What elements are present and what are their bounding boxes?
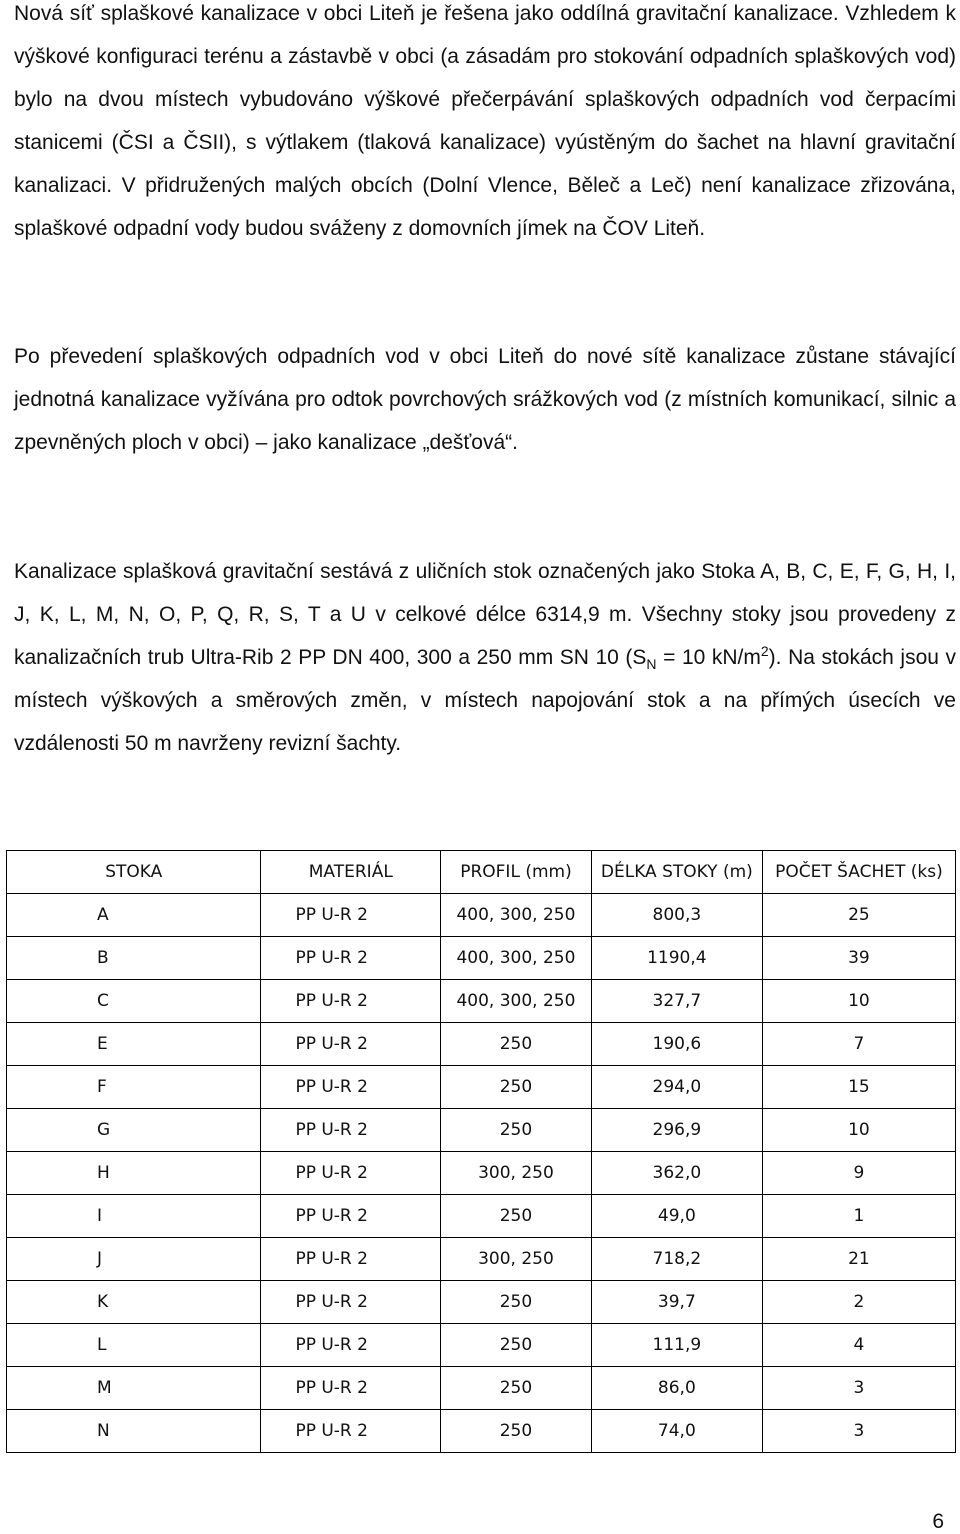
cell-delka: 190,6 bbox=[591, 1023, 762, 1066]
table-row bbox=[7, 1109, 956, 1152]
cell-profil: 250 bbox=[441, 1109, 592, 1152]
cell-pocet-sachet: 25 bbox=[762, 894, 955, 937]
cell-stoka: I bbox=[7, 1195, 261, 1238]
cell-material: PP U-R 2 bbox=[261, 1281, 441, 1324]
subscript-n: N bbox=[646, 656, 657, 673]
paragraph-text-part: ). Na stokách jsou v místech výškových a směrových změn, v místech napojování stok a na přímých úsecích ve vzdálenosti 50 m navrženy revizní šachty. bbox=[14, 646, 957, 755]
cell-delka: 800,3 bbox=[591, 894, 762, 937]
cell-stoka: N bbox=[7, 1410, 261, 1453]
cell-delka: 718,2 bbox=[591, 1238, 762, 1281]
column-header-delka: DÉLKA STOKY (m) bbox=[591, 851, 762, 894]
cell-delka: 111,9 bbox=[591, 1324, 762, 1367]
cell-delka: 327,7 bbox=[591, 980, 762, 1023]
cell-material: PP U-R 2 bbox=[261, 1152, 441, 1195]
cell-pocet-sachet: 3 bbox=[762, 1410, 955, 1453]
cell-delka: 86,0 bbox=[591, 1367, 762, 1410]
cell-stoka: B bbox=[7, 937, 261, 980]
cell-pocet-sachet: 21 bbox=[762, 1238, 955, 1281]
cell-pocet-sachet: 4 bbox=[762, 1324, 955, 1367]
cell-stoka: C bbox=[7, 980, 261, 1023]
cell-delka: 1190,4 bbox=[591, 937, 762, 980]
cell-material: PP U-R 2 bbox=[261, 1324, 441, 1367]
paragraph-sewer-specification bbox=[14, 550, 956, 765]
cell-profil: 250 bbox=[441, 1195, 592, 1238]
cell-pocet-sachet: 15 bbox=[762, 1066, 955, 1109]
table-row bbox=[7, 1324, 956, 1367]
table-row bbox=[7, 1195, 956, 1238]
cell-profil: 400, 300, 250 bbox=[441, 937, 592, 980]
cell-delka: 362,0 bbox=[591, 1152, 762, 1195]
paragraph-network-description: Nová síť splaškové kanalizace v obci Liteň je řešena jako oddílná gravitační kanalizace. Vzhledem k výškové konfiguraci terénu a zástavbě v obci (a zásadám pro stokování odpadních splaškových vod) bylo na dvou místech vybudováno výškové přečerpávání splaškových odpadních vod čerpacími stanicemi (ČSI a ČSII), s výtlakem (tlaková kanalizace) vyústěným do šachet na hlavní gravitační kanalizaci. V přidružených malých obcích (Dolní Vlence, Běleč a Leč) není kanalizace zřizována, splaškové odpadní vody budou sváženy z domovních jímek na ČOV Liteň. bbox=[14, 2, 956, 240]
cell-pocet-sachet: 10 bbox=[762, 1109, 955, 1152]
paragraph-text-part: = 10 kN/m bbox=[656, 646, 761, 669]
cell-delka: 294,0 bbox=[591, 1066, 762, 1109]
cell-pocet-sachet: 7 bbox=[762, 1023, 955, 1066]
cell-material: PP U-R 2 bbox=[261, 980, 441, 1023]
cell-pocet-sachet: 9 bbox=[762, 1152, 955, 1195]
cell-material: PP U-R 2 bbox=[261, 1367, 441, 1410]
cell-stoka: H bbox=[7, 1152, 261, 1195]
table-row bbox=[7, 1152, 956, 1195]
cell-delka: 296,9 bbox=[591, 1109, 762, 1152]
page-number: 6 bbox=[932, 1510, 944, 1533]
table-row bbox=[7, 937, 956, 980]
cell-delka: 74,0 bbox=[591, 1410, 762, 1453]
paragraph-storm-sewer: Po převedení splaškových odpadních vod v obci Liteň do nové sítě kanalizace zůstane stávající jednotná kanalizace vyžívána pro odtok povrchových srážkových vod (z místních komunikací, silnic a zpevněných ploch v obci) – jako kanalizace „dešťová“. bbox=[14, 345, 956, 454]
cell-material: PP U-R 2 bbox=[261, 1109, 441, 1152]
table-row bbox=[7, 980, 956, 1023]
cell-material: PP U-R 2 bbox=[261, 1023, 441, 1066]
cell-profil: 400, 300, 250 bbox=[441, 894, 592, 937]
table-body bbox=[7, 894, 956, 1453]
cell-stoka: M bbox=[7, 1367, 261, 1410]
cell-profil: 300, 250 bbox=[441, 1238, 592, 1281]
cell-material: PP U-R 2 bbox=[261, 1195, 441, 1238]
cell-material: PP U-R 2 bbox=[261, 1410, 441, 1453]
sewer-table bbox=[6, 850, 956, 1453]
cell-stoka: J bbox=[7, 1238, 261, 1281]
paragraph-text-part: Kanalizace splašková gravitační sestává z uličních stok označených jako Stoka A, B, C, E, F, G, H, I, J, K, L, M, N, O, P, Q, R, S, T a U v celkové délce 6314,9 m. Všechny stoky jsou provedeny z kanalizačních trub Ultra-Rib 2 PP DN 400, 300 a 250 mm SN 10 (S bbox=[14, 560, 956, 669]
cell-pocet-sachet: 2 bbox=[762, 1281, 955, 1324]
table-row bbox=[7, 894, 956, 937]
cell-stoka: L bbox=[7, 1324, 261, 1367]
cell-profil: 400, 300, 250 bbox=[441, 980, 592, 1023]
table-row bbox=[7, 1281, 956, 1324]
table-row bbox=[7, 1238, 956, 1281]
cell-pocet-sachet: 3 bbox=[762, 1367, 955, 1410]
table-row bbox=[7, 1023, 956, 1066]
table-row bbox=[7, 1367, 956, 1410]
cell-profil: 250 bbox=[441, 1281, 592, 1324]
table-row bbox=[7, 1410, 956, 1453]
cell-profil: 250 bbox=[441, 1324, 592, 1367]
table-row bbox=[7, 1066, 956, 1109]
cell-stoka: G bbox=[7, 1109, 261, 1152]
cell-material: PP U-R 2 bbox=[261, 1238, 441, 1281]
cell-profil: 300, 250 bbox=[441, 1152, 592, 1195]
cell-material: PP U-R 2 bbox=[261, 894, 441, 937]
cell-stoka: K bbox=[7, 1281, 261, 1324]
cell-profil: 250 bbox=[441, 1410, 592, 1453]
cell-material: PP U-R 2 bbox=[261, 937, 441, 980]
cell-delka: 39,7 bbox=[591, 1281, 762, 1324]
table-header-row bbox=[7, 851, 956, 894]
cell-pocet-sachet: 10 bbox=[762, 980, 955, 1023]
cell-material: PP U-R 2 bbox=[261, 1066, 441, 1109]
cell-profil: 250 bbox=[441, 1023, 592, 1066]
cell-stoka: A bbox=[7, 894, 261, 937]
cell-profil: 250 bbox=[441, 1066, 592, 1109]
column-header-profil: PROFIL (mm) bbox=[441, 851, 592, 894]
cell-delka: 49,0 bbox=[591, 1195, 762, 1238]
column-header-material: MATERIÁL bbox=[261, 851, 441, 894]
superscript-2: 2 bbox=[760, 643, 769, 659]
cell-stoka: F bbox=[7, 1066, 261, 1109]
cell-stoka: E bbox=[7, 1023, 261, 1066]
column-header-stoka: STOKA bbox=[7, 851, 261, 894]
cell-pocet-sachet: 1 bbox=[762, 1195, 955, 1238]
cell-profil: 250 bbox=[441, 1367, 592, 1410]
column-header-pocet-sachet: POČET ŠACHET (ks) bbox=[762, 851, 955, 894]
cell-pocet-sachet: 39 bbox=[762, 937, 955, 980]
